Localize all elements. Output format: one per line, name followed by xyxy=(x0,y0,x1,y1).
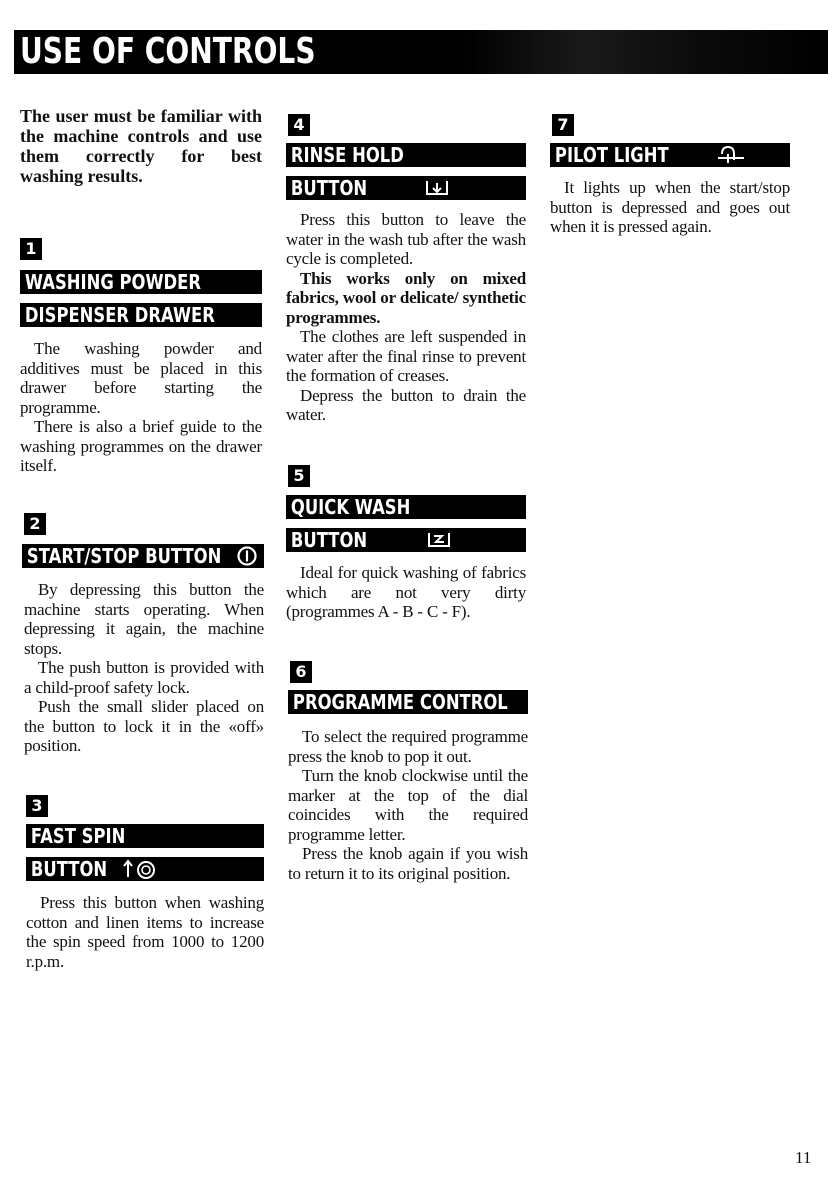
section-4-paragraph: Press this button to leave the water in the wash tub after the wash cycle is completed. xyxy=(286,210,526,268)
section-1-number: 1 xyxy=(20,238,42,260)
section-1-paragraph: The washing powder and additives must be placed in this drawer before starting the programme. xyxy=(20,339,262,417)
section-3-heading-1: FAST SPIN xyxy=(26,824,264,848)
section-6-number: 6 xyxy=(290,661,312,683)
section-1-body xyxy=(20,339,262,476)
section-6-paragraph: Press the knob again if you wish to return it to its original position. xyxy=(288,844,528,883)
section-5-number: 5 xyxy=(288,465,310,487)
section-7-paragraph: It lights up when the start/stop button is depressed and goes out when it is pressed again. xyxy=(550,178,790,236)
section-5-paragraph: Ideal for quick washing of fabrics which are not very dirty (programmes A - B - C - F). xyxy=(286,563,526,621)
section-4-paragraph: Depress the button to drain the water. xyxy=(286,385,526,424)
title-bar xyxy=(14,30,828,74)
section-4-body xyxy=(286,210,526,425)
section-1-heading-2: DISPENSER DRAWER xyxy=(20,303,262,327)
section-4-heading-1: RINSE HOLD xyxy=(286,143,526,167)
page-number: 11 xyxy=(795,1148,812,1167)
section-3-paragraph: Press this button when washing cotton and linen items to increase the spin speed from 1000 to 1200 r.p.m. xyxy=(26,893,264,971)
section-2-paragraph: By depressing this button the machine starts operating. When depressing it again, the machine stops. xyxy=(24,580,264,658)
section-5-heading-1: QUICK WASH xyxy=(286,495,526,519)
section-2-number: 2 xyxy=(24,513,46,535)
section-5-body xyxy=(286,563,526,622)
section-3-body xyxy=(26,893,264,971)
section-4-number: 4 xyxy=(288,114,310,136)
section-2-paragraph: Push the small slider placed on the button to lock it in the «off» position. xyxy=(24,697,264,755)
section-1-heading-1: WASHING POWDER xyxy=(20,270,262,294)
section-2-paragraph: The push button is provided with a child-proof safety lock. xyxy=(24,658,264,697)
section-6-paragraph: To select the required programme press the knob to pop it out. xyxy=(288,727,528,766)
tub-water-icon xyxy=(424,176,450,200)
pilot-light-icon xyxy=(716,143,746,167)
power-symbol-icon xyxy=(236,544,258,568)
page-title: USE OF CONTROLS xyxy=(20,31,316,72)
section-7-body xyxy=(550,178,790,237)
section-6-paragraph: Turn the knob clockwise until the marker at the top of the dial coincides with the required programme letter. xyxy=(288,766,528,844)
section-2-body xyxy=(24,580,264,756)
section-7-number: 7 xyxy=(552,114,574,136)
section-4-paragraph: The clothes are left suspended in water after the final rinse to prevent the formation of creases. xyxy=(286,327,526,385)
quick-wash-icon xyxy=(426,528,452,552)
section-2-heading-1: START/STOP BUTTON xyxy=(22,544,264,568)
section-3-heading-2: BUTTON xyxy=(26,857,264,881)
spin-arrow-icon xyxy=(122,857,162,881)
section-7-heading-1: PILOT LIGHT xyxy=(550,143,790,167)
intro-text: The user must be familiar with the machine controls and use them correctly for best washing results. xyxy=(20,106,262,186)
section-4-paragraph: This works only on mixed fabrics, wool or delicate/ synthetic programmes. xyxy=(286,268,526,327)
section-5-heading-2: BUTTON xyxy=(286,528,526,552)
section-3-number: 3 xyxy=(26,795,48,817)
section-4-heading-2: BUTTON xyxy=(286,176,526,200)
section-6-heading-1: PROGRAMME CONTROL xyxy=(288,690,528,714)
section-6-body xyxy=(288,727,528,883)
section-1-paragraph: There is also a brief guide to the washing programmes on the drawer itself. xyxy=(20,417,262,475)
